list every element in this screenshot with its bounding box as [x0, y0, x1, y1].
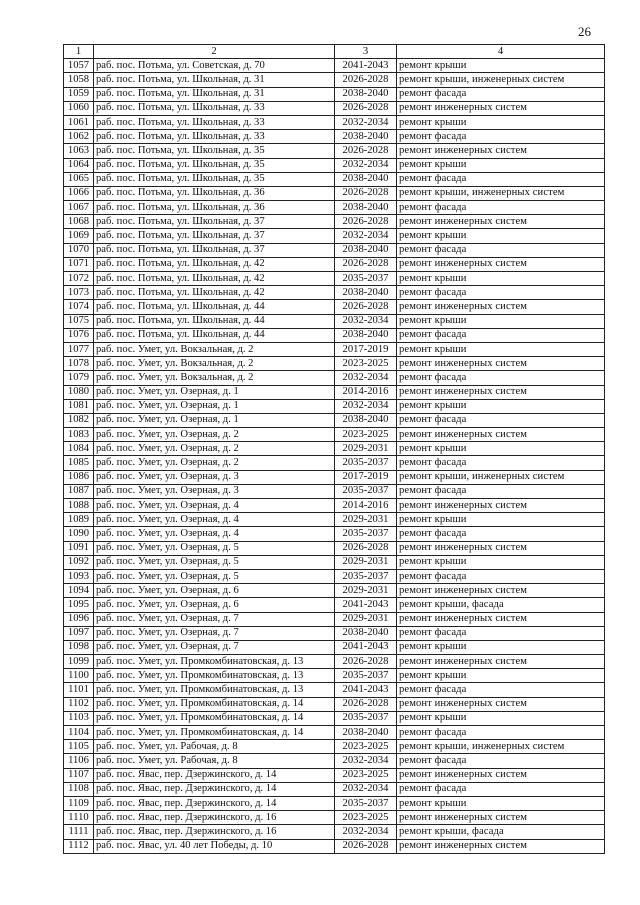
row-number: 1090 — [64, 527, 94, 541]
row-address: раб. пос. Явас, пер. Дзержинского, д. 16 — [94, 811, 335, 825]
row-period: 2023-2025 — [335, 357, 397, 371]
table-row — [64, 584, 605, 598]
row-period: 2038-2040 — [335, 626, 397, 640]
row-work-type: ремонт крыши — [397, 711, 605, 725]
column-header-period: 3 — [335, 45, 397, 59]
row-period: 2035-2037 — [335, 711, 397, 725]
table-row — [64, 484, 605, 498]
row-period: 2038-2040 — [335, 172, 397, 186]
row-address: раб. пос. Умет, ул. Озерная, д. 3 — [94, 470, 335, 484]
table-row — [64, 726, 605, 740]
row-work-type: ремонт крыши — [397, 342, 605, 356]
row-number: 1078 — [64, 357, 94, 371]
row-address: раб. пос. Умет, ул. Озерная, д. 3 — [94, 484, 335, 498]
row-work-type: ремонт крыши — [397, 442, 605, 456]
row-period: 2023-2025 — [335, 740, 397, 754]
row-address: раб. пос. Потьма, ул. Школьная, д. 31 — [94, 87, 335, 101]
row-work-type: ремонт фасада — [397, 413, 605, 427]
table-row — [64, 740, 605, 754]
column-header-work-type: 4 — [397, 45, 605, 59]
table-row — [64, 697, 605, 711]
table-row — [64, 555, 605, 569]
row-work-type: ремонт крыши — [397, 796, 605, 810]
row-period: 2038-2040 — [335, 87, 397, 101]
row-number: 1066 — [64, 186, 94, 200]
table-row — [64, 683, 605, 697]
row-address: раб. пос. Умет, ул. Промкомбинатовская, д. 14 — [94, 726, 335, 740]
table-row — [64, 541, 605, 555]
row-number: 1089 — [64, 513, 94, 527]
table-row — [64, 428, 605, 442]
table-row — [64, 456, 605, 470]
row-number: 1096 — [64, 612, 94, 626]
table-row — [64, 399, 605, 413]
row-work-type: ремонт инженерных систем — [397, 257, 605, 271]
row-period: 2035-2037 — [335, 456, 397, 470]
row-work-type: ремонт крыши, фасада — [397, 825, 605, 839]
table-body — [64, 59, 605, 854]
row-address: раб. пос. Умет, ул. Промкомбинатовская, д. 14 — [94, 711, 335, 725]
row-work-type: ремонт фасада — [397, 87, 605, 101]
row-period: 2023-2025 — [335, 428, 397, 442]
row-work-type: ремонт фасада — [397, 172, 605, 186]
row-address: раб. пос. Умет, ул. Вокзальная, д. 2 — [94, 342, 335, 356]
row-address: раб. пос. Потьма, ул. Школьная, д. 44 — [94, 328, 335, 342]
row-number: 1088 — [64, 499, 94, 513]
row-number: 1067 — [64, 201, 94, 215]
row-period: 2041-2043 — [335, 640, 397, 654]
row-work-type: ремонт инженерных систем — [397, 428, 605, 442]
table-row — [64, 640, 605, 654]
row-work-type: ремонт инженерных систем — [397, 499, 605, 513]
row-number: 1108 — [64, 782, 94, 796]
row-period: 2014-2016 — [335, 499, 397, 513]
row-work-type: ремонт фасада — [397, 201, 605, 215]
row-address: раб. пос. Потьма, ул. Школьная, д. 33 — [94, 115, 335, 129]
table-row — [64, 357, 605, 371]
row-number: 1072 — [64, 272, 94, 286]
row-work-type: ремонт крыши — [397, 115, 605, 129]
table-row — [64, 286, 605, 300]
table-row — [64, 257, 605, 271]
row-address: раб. пос. Умет, ул. Озерная, д. 4 — [94, 527, 335, 541]
row-period: 2026-2028 — [335, 839, 397, 853]
row-work-type: ремонт крыши — [397, 513, 605, 527]
row-address: раб. пос. Потьма, ул. Школьная, д. 42 — [94, 257, 335, 271]
table-row — [64, 215, 605, 229]
row-address: раб. пос. Умет, ул. Промкомбинатовская, д. 14 — [94, 697, 335, 711]
row-work-type: ремонт фасада — [397, 754, 605, 768]
row-work-type: ремонт фасада — [397, 456, 605, 470]
row-period: 2029-2031 — [335, 513, 397, 527]
row-number: 1098 — [64, 640, 94, 654]
row-address: раб. пос. Умет, ул. Озерная, д. 7 — [94, 626, 335, 640]
table-row — [64, 513, 605, 527]
table-row — [64, 300, 605, 314]
row-address: раб. пос. Потьма, ул. Школьная, д. 33 — [94, 101, 335, 115]
row-work-type: ремонт фасада — [397, 328, 605, 342]
table-row — [64, 130, 605, 144]
row-address: раб. пос. Умет, ул. Озерная, д. 5 — [94, 569, 335, 583]
table-row — [64, 711, 605, 725]
table-row — [64, 59, 605, 73]
row-number: 1065 — [64, 172, 94, 186]
row-work-type: ремонт инженерных систем — [397, 357, 605, 371]
row-work-type: ремонт фасада — [397, 726, 605, 740]
row-number: 1097 — [64, 626, 94, 640]
row-number: 1101 — [64, 683, 94, 697]
table-row — [64, 811, 605, 825]
row-period: 2038-2040 — [335, 201, 397, 215]
row-address: раб. пос. Умет, ул. Озерная, д. 2 — [94, 428, 335, 442]
row-address: раб. пос. Явас, пер. Дзержинского, д. 14 — [94, 796, 335, 810]
row-work-type: ремонт крыши — [397, 640, 605, 654]
row-work-type: ремонт инженерных систем — [397, 768, 605, 782]
table-row — [64, 144, 605, 158]
row-address: раб. пос. Потьма, ул. Школьная, д. 44 — [94, 314, 335, 328]
row-work-type: ремонт крыши — [397, 272, 605, 286]
row-period: 2032-2034 — [335, 825, 397, 839]
row-period: 2032-2034 — [335, 229, 397, 243]
row-number: 1058 — [64, 73, 94, 87]
row-period: 2041-2043 — [335, 683, 397, 697]
row-address: раб. пос. Потьма, ул. Школьная, д. 33 — [94, 130, 335, 144]
row-address: раб. пос. Умет, ул. Озерная, д. 2 — [94, 442, 335, 456]
row-number: 1077 — [64, 342, 94, 356]
row-number: 1073 — [64, 286, 94, 300]
row-work-type: ремонт фасада — [397, 626, 605, 640]
row-period: 2035-2037 — [335, 527, 397, 541]
table-row — [64, 669, 605, 683]
row-address: раб. пос. Потьма, ул. Школьная, д. 42 — [94, 272, 335, 286]
row-address: раб. пос. Потьма, ул. Школьная, д. 42 — [94, 286, 335, 300]
row-number: 1112 — [64, 839, 94, 853]
table-row — [64, 598, 605, 612]
row-address: раб. пос. Умет, ул. Озерная, д. 4 — [94, 513, 335, 527]
row-work-type: ремонт инженерных систем — [397, 655, 605, 669]
row-work-type: ремонт инженерных систем — [397, 215, 605, 229]
row-period: 2038-2040 — [335, 726, 397, 740]
column-header-address: 2 — [94, 45, 335, 59]
table-row — [64, 825, 605, 839]
row-number: 1102 — [64, 697, 94, 711]
table-row — [64, 839, 605, 853]
row-number: 1059 — [64, 87, 94, 101]
row-work-type: ремонт фасада — [397, 569, 605, 583]
table-row — [64, 201, 605, 215]
repair-schedule-table — [63, 44, 605, 854]
table-row — [64, 612, 605, 626]
row-work-type: ремонт крыши, инженерных систем — [397, 186, 605, 200]
row-period: 2026-2028 — [335, 144, 397, 158]
row-work-type: ремонт крыши — [397, 399, 605, 413]
row-number: 1064 — [64, 158, 94, 172]
table-row — [64, 385, 605, 399]
table-row — [64, 73, 605, 87]
row-work-type: ремонт инженерных систем — [397, 101, 605, 115]
row-number: 1080 — [64, 385, 94, 399]
row-work-type: ремонт фасада — [397, 243, 605, 257]
row-address: раб. пос. Явас, пер. Дзержинского, д. 16 — [94, 825, 335, 839]
row-work-type: ремонт фасада — [397, 527, 605, 541]
row-period: 2026-2028 — [335, 697, 397, 711]
row-period: 2026-2028 — [335, 186, 397, 200]
row-work-type: ремонт фасада — [397, 130, 605, 144]
row-period: 2032-2034 — [335, 782, 397, 796]
row-number: 1057 — [64, 59, 94, 73]
row-number: 1070 — [64, 243, 94, 257]
table-row — [64, 796, 605, 810]
row-number: 1074 — [64, 300, 94, 314]
row-address: раб. пос. Явас, пер. Дзержинского, д. 14 — [94, 768, 335, 782]
row-number: 1081 — [64, 399, 94, 413]
table-row — [64, 782, 605, 796]
row-number: 1110 — [64, 811, 94, 825]
table-row — [64, 229, 605, 243]
row-period: 2035-2037 — [335, 272, 397, 286]
row-period: 2032-2034 — [335, 754, 397, 768]
row-work-type: ремонт инженерных систем — [397, 584, 605, 598]
row-address: раб. пос. Умет, ул. Озерная, д. 2 — [94, 456, 335, 470]
row-number: 1086 — [64, 470, 94, 484]
row-address: раб. пос. Умет, ул. Озерная, д. 6 — [94, 584, 335, 598]
row-work-type: ремонт инженерных систем — [397, 612, 605, 626]
table-row — [64, 754, 605, 768]
row-period: 2029-2031 — [335, 612, 397, 626]
row-period: 2038-2040 — [335, 413, 397, 427]
row-work-type: ремонт фасада — [397, 683, 605, 697]
row-number: 1069 — [64, 229, 94, 243]
row-period: 2014-2016 — [335, 385, 397, 399]
table-row — [64, 655, 605, 669]
row-period: 2038-2040 — [335, 243, 397, 257]
table-row — [64, 186, 605, 200]
row-work-type: ремонт крыши, инженерных систем — [397, 73, 605, 87]
row-number: 1085 — [64, 456, 94, 470]
row-address: раб. пос. Умет, ул. Озерная, д. 5 — [94, 555, 335, 569]
table-row — [64, 768, 605, 782]
row-work-type: ремонт крыши, инженерных систем — [397, 470, 605, 484]
row-work-type: ремонт инженерных систем — [397, 300, 605, 314]
row-address: раб. пос. Умет, ул. Промкомбинатовская, д. 13 — [94, 683, 335, 697]
row-number: 1087 — [64, 484, 94, 498]
row-period: 2023-2025 — [335, 768, 397, 782]
row-period: 2029-2031 — [335, 442, 397, 456]
row-address: раб. пос. Умет, ул. Озерная, д. 6 — [94, 598, 335, 612]
row-number: 1093 — [64, 569, 94, 583]
row-period: 2026-2028 — [335, 73, 397, 87]
row-number: 1061 — [64, 115, 94, 129]
row-address: раб. пос. Потьма, ул. Школьная, д. 37 — [94, 229, 335, 243]
row-address: раб. пос. Умет, ул. Озерная, д. 4 — [94, 499, 335, 513]
row-address: раб. пос. Умет, ул. Озерная, д. 1 — [94, 399, 335, 413]
row-number: 1092 — [64, 555, 94, 569]
row-address: раб. пос. Умет, ул. Вокзальная, д. 2 — [94, 357, 335, 371]
row-number: 1082 — [64, 413, 94, 427]
table-row — [64, 272, 605, 286]
row-work-type: ремонт инженерных систем — [397, 839, 605, 853]
table-row — [64, 243, 605, 257]
row-period: 2038-2040 — [335, 130, 397, 144]
row-address: раб. пос. Потьма, ул. Школьная, д. 35 — [94, 158, 335, 172]
table-row — [64, 626, 605, 640]
row-work-type: ремонт фасада — [397, 782, 605, 796]
row-work-type: ремонт крыши — [397, 555, 605, 569]
table-row — [64, 172, 605, 186]
row-period: 2041-2043 — [335, 59, 397, 73]
row-number: 1095 — [64, 598, 94, 612]
page-number: 26 — [578, 24, 591, 39]
row-work-type: ремонт крыши — [397, 669, 605, 683]
row-address: раб. пос. Потьма, ул. Школьная, д. 37 — [94, 243, 335, 257]
row-period: 2032-2034 — [335, 371, 397, 385]
column-header-number: 1 — [64, 45, 94, 59]
table-row — [64, 442, 605, 456]
row-work-type: ремонт фасада — [397, 484, 605, 498]
row-work-type: ремонт инженерных систем — [397, 541, 605, 555]
row-address: раб. пос. Потьма, ул. Советская, д. 70 — [94, 59, 335, 73]
row-number: 1076 — [64, 328, 94, 342]
row-number: 1094 — [64, 584, 94, 598]
row-address: раб. пос. Умет, ул. Промкомбинатовская, д. 13 — [94, 655, 335, 669]
table-row — [64, 342, 605, 356]
row-number: 1107 — [64, 768, 94, 782]
row-number: 1079 — [64, 371, 94, 385]
row-period: 2026-2028 — [335, 541, 397, 555]
row-address: раб. пос. Явас, ул. 40 лет Победы, д. 10 — [94, 839, 335, 853]
table-row — [64, 470, 605, 484]
row-work-type: ремонт инженерных систем — [397, 385, 605, 399]
row-address: раб. пос. Потьма, ул. Школьная, д. 36 — [94, 201, 335, 215]
row-address: раб. пос. Умет, ул. Рабочая, д. 8 — [94, 754, 335, 768]
row-number: 1068 — [64, 215, 94, 229]
row-address: раб. пос. Умет, ул. Рабочая, д. 8 — [94, 740, 335, 754]
row-number: 1105 — [64, 740, 94, 754]
row-number: 1104 — [64, 726, 94, 740]
row-period: 2032-2034 — [335, 158, 397, 172]
table-row — [64, 569, 605, 583]
row-address: раб. пос. Умет, ул. Озерная, д. 1 — [94, 413, 335, 427]
row-number: 1075 — [64, 314, 94, 328]
table-row — [64, 371, 605, 385]
row-address: раб. пос. Умет, ул. Озерная, д. 7 — [94, 612, 335, 626]
row-work-type: ремонт крыши — [397, 314, 605, 328]
table-row — [64, 328, 605, 342]
row-period: 2038-2040 — [335, 328, 397, 342]
row-period: 2017-2019 — [335, 470, 397, 484]
row-address: раб. пос. Потьма, ул. Школьная, д. 35 — [94, 144, 335, 158]
table-row — [64, 158, 605, 172]
table-row — [64, 87, 605, 101]
row-period: 2029-2031 — [335, 584, 397, 598]
table-row — [64, 499, 605, 513]
row-address: раб. пос. Умет, ул. Вокзальная, д. 2 — [94, 371, 335, 385]
row-work-type: ремонт крыши — [397, 59, 605, 73]
row-number: 1060 — [64, 101, 94, 115]
row-work-type: ремонт инженерных систем — [397, 811, 605, 825]
row-period: 2035-2037 — [335, 669, 397, 683]
row-number: 1106 — [64, 754, 94, 768]
row-period: 2032-2034 — [335, 314, 397, 328]
row-period: 2026-2028 — [335, 257, 397, 271]
row-address: раб. пос. Потьма, ул. Школьная, д. 44 — [94, 300, 335, 314]
row-work-type: ремонт фасада — [397, 286, 605, 300]
row-number: 1100 — [64, 669, 94, 683]
row-number: 1109 — [64, 796, 94, 810]
row-number: 1084 — [64, 442, 94, 456]
table-row — [64, 413, 605, 427]
row-address: раб. пос. Умет, ул. Озерная, д. 5 — [94, 541, 335, 555]
row-period: 2026-2028 — [335, 101, 397, 115]
row-period: 2029-2031 — [335, 555, 397, 569]
row-address: раб. пос. Умет, ул. Промкомбинатовская, д. 13 — [94, 669, 335, 683]
row-work-type: ремонт фасада — [397, 371, 605, 385]
row-work-type: ремонт крыши, фасада — [397, 598, 605, 612]
row-work-type: ремонт крыши — [397, 158, 605, 172]
row-work-type: ремонт крыши — [397, 229, 605, 243]
table-row — [64, 115, 605, 129]
row-period: 2038-2040 — [335, 286, 397, 300]
table-row — [64, 314, 605, 328]
row-work-type: ремонт крыши, инженерных систем — [397, 740, 605, 754]
row-address: раб. пос. Потьма, ул. Школьная, д. 37 — [94, 215, 335, 229]
row-number: 1062 — [64, 130, 94, 144]
table-header-row — [64, 45, 605, 59]
row-number: 1103 — [64, 711, 94, 725]
row-work-type: ремонт инженерных систем — [397, 697, 605, 711]
row-address: раб. пос. Потьма, ул. Школьная, д. 35 — [94, 172, 335, 186]
row-address: раб. пос. Явас, пер. Дзержинского, д. 14 — [94, 782, 335, 796]
table-row — [64, 101, 605, 115]
row-period: 2026-2028 — [335, 300, 397, 314]
row-period: 2026-2028 — [335, 215, 397, 229]
row-number: 1099 — [64, 655, 94, 669]
row-work-type: ремонт инженерных систем — [397, 144, 605, 158]
row-period: 2035-2037 — [335, 484, 397, 498]
row-address: раб. пос. Умет, ул. Озерная, д. 7 — [94, 640, 335, 654]
row-address: раб. пос. Потьма, ул. Школьная, д. 36 — [94, 186, 335, 200]
row-number: 1071 — [64, 257, 94, 271]
row-period: 2032-2034 — [335, 399, 397, 413]
row-period: 2032-2034 — [335, 115, 397, 129]
row-period: 2035-2037 — [335, 796, 397, 810]
row-number: 1091 — [64, 541, 94, 555]
row-number: 1063 — [64, 144, 94, 158]
row-address: раб. пос. Потьма, ул. Школьная, д. 31 — [94, 73, 335, 87]
row-period: 2023-2025 — [335, 811, 397, 825]
row-period: 2017-2019 — [335, 342, 397, 356]
row-address: раб. пос. Умет, ул. Озерная, д. 1 — [94, 385, 335, 399]
row-period: 2041-2043 — [335, 598, 397, 612]
row-number: 1111 — [64, 825, 94, 839]
row-number: 1083 — [64, 428, 94, 442]
table-row — [64, 527, 605, 541]
row-period: 2035-2037 — [335, 569, 397, 583]
row-period: 2026-2028 — [335, 655, 397, 669]
